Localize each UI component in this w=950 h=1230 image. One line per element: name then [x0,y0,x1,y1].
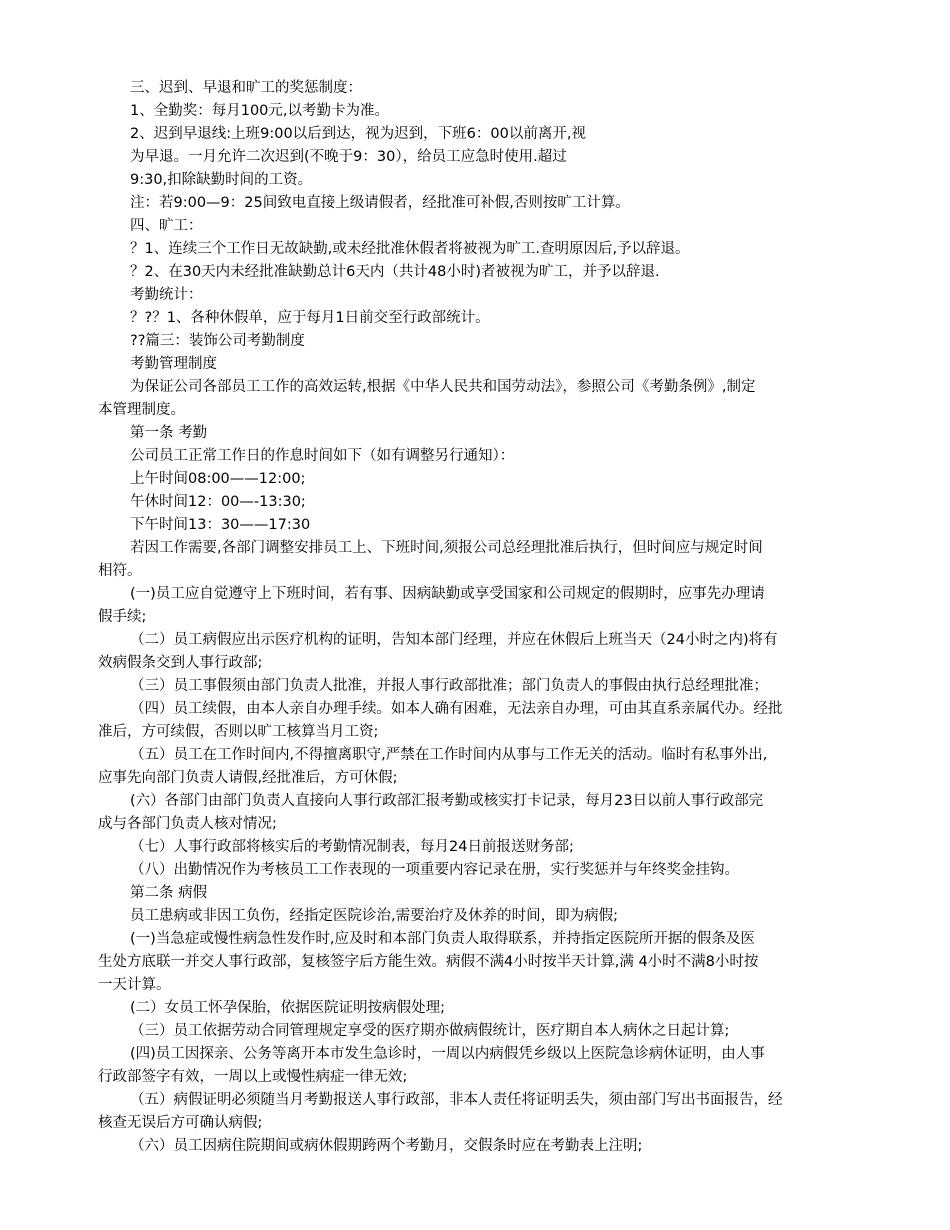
text-line: 若因工作需要,各部门调整安排员工上、下班时间,须报公司总经理批准后执行，但时间应与规定时间 [130,540,763,556]
text-line: 下午时间13：30——17:30 [130,517,311,533]
text-line: 假手续; [98,609,147,625]
text-line: 成与各部门负责人核对情况; [98,816,277,832]
text-line: （二）员工病假应出示医疗机构的证明，告知本部门经理，并应在休假后上班当天（24小时之内)将有 [130,632,778,648]
text-line: 核查无误后方可确认病假; [98,1115,263,1131]
text-line: （三）员工依据劳动合同管理规定享受的医疗期亦做病假统计，医疗期自本人病休之日起计算; [130,1023,730,1039]
text-line: 准后，方可续假，否则以旷工核算当月工资; [98,724,379,740]
text-line: （四）员工续假，由本人亲自办理手续。如本人确有困难，无法亲自办理，可由其直系亲属代办。经批 [130,701,783,717]
text-line: 三、迟到、早退和旷工的奖惩制度： [130,80,362,96]
text-line: 为早退。一月允许二次迟到(不晚于9：30），给员工应急时使用.超过 [130,149,567,165]
text-line: 第一条 考勤 [130,425,208,441]
text-line: 一天计算。 [98,977,171,993]
text-line: 注：若9:00—9：25间致电直接上级请假者，经批准可补假,否则按旷工计算。 [130,195,630,211]
text-line: 上午时间08:00——12:00; [130,471,306,487]
text-line: 考勤管理制度 [130,356,217,372]
text-line: 员工患病或非因工负伤，经指定医院诊治,需要治疗及休养的时间，即为病假; [130,908,618,924]
text-line: (六）各部门由部门负责人直接向人事行政部汇报考勤或核实打卡记录，每月23日以前人事行政部完 [130,793,764,809]
text-line: ??篇三：装饰公司考勤制度 [130,333,305,349]
text-line: (四)员工因探亲、公务等离开本市发生急诊时，一周以内病假凭乡级以上医院急诊病休证明，由人事 [130,1046,765,1062]
text-line: 相符。 [98,563,142,579]
text-line: （七）人事行政部将核实后的考勤情况制表，每月24日前报送财务部; [130,839,574,855]
text-line: 2、迟到早退线:上班9:00以后到达，视为迟到，下班6：00以前离开,视 [130,126,586,142]
text-line: (一)员工应自觉遵守上下班时间，若有事、因病缺勤或享受国家和公司规定的假期时，应事先办理请 [130,586,765,602]
text-line: (二）女员工怀孕保胎，依据医院证明按病假处理; [130,1000,446,1016]
text-line: 考勤统计： [130,287,203,303]
text-line: （五）病假证明必须随当月考勤报送人事行政部，非本人责任将证明丢失，须由部门写出书面报告，经 [130,1092,783,1108]
text-line: (一)当急症或慢性病急性发作时,应及时和本部门负责人取得联系，并持指定医院所开据的假条及医 [130,931,755,947]
text-line: 第二条 病假 [130,885,208,901]
text-line: 午休时间12：00—-13:30; [130,494,306,510]
text-line: （五）员工在工作时间内,不得擅离职守,严禁在工作时间内从事与工作无关的活动。临时有私事外出, [130,747,768,763]
text-line: 应事先向部门负责人请假,经批准后，方可休假; [98,770,398,786]
text-line: 本管理制度。 [98,402,185,418]
text-line: 为保证公司各部员工工作的高效运转,根据《中华人民共和国劳动法》，参照公司《考勤条例》,制定 [130,379,756,395]
text-line: （八）出勤情况作为考核员工工作表现的一项重要内容记录在册，实行奖惩并与年终奖金挂钩。 [130,862,739,878]
text-line: 生处方底联一并交人事行政部，复核签字后方能生效。病假不满4小时按半天计算,满 4小时不满8小时按 [98,954,759,970]
text-line: 效病假条交到人事行政部; [98,655,263,671]
text-line: 行政部签字有效，一周以上或慢性病症一律无效; [98,1069,408,1085]
text-line: ？1、连续三个工作日无故缺勤,或未经批准休假者将被视为旷工.查明原因后,予以辞退。 [130,241,690,257]
text-line: （三）员工事假须由部门负责人批准，并报人事行政部批准；部门负责人的事假由执行总经理批准； [130,678,768,694]
text-line: （六）员工因病住院期间或病休假期跨两个考勤月，交假条时应在考勤表上注明; [130,1138,643,1154]
text-line: 公司员工正常工作日的作息时间如下（如有调整另行通知）： [130,448,515,464]
text-line: ？?？1、各种休假单，应于每月1日前交至行政部统计。 [130,310,490,326]
text-line: 四、旷工： [130,218,203,234]
text-line: ？2、在30天内未经批准缺勤总计6天内（共计48小时)者被视为旷工，并予以辞退. [130,264,660,280]
text-line: 1、全勤奖：每月100元,以考勤卡为准。 [130,103,390,119]
text-line: 9:30,扣除缺勤时间的工资。 [130,172,313,188]
